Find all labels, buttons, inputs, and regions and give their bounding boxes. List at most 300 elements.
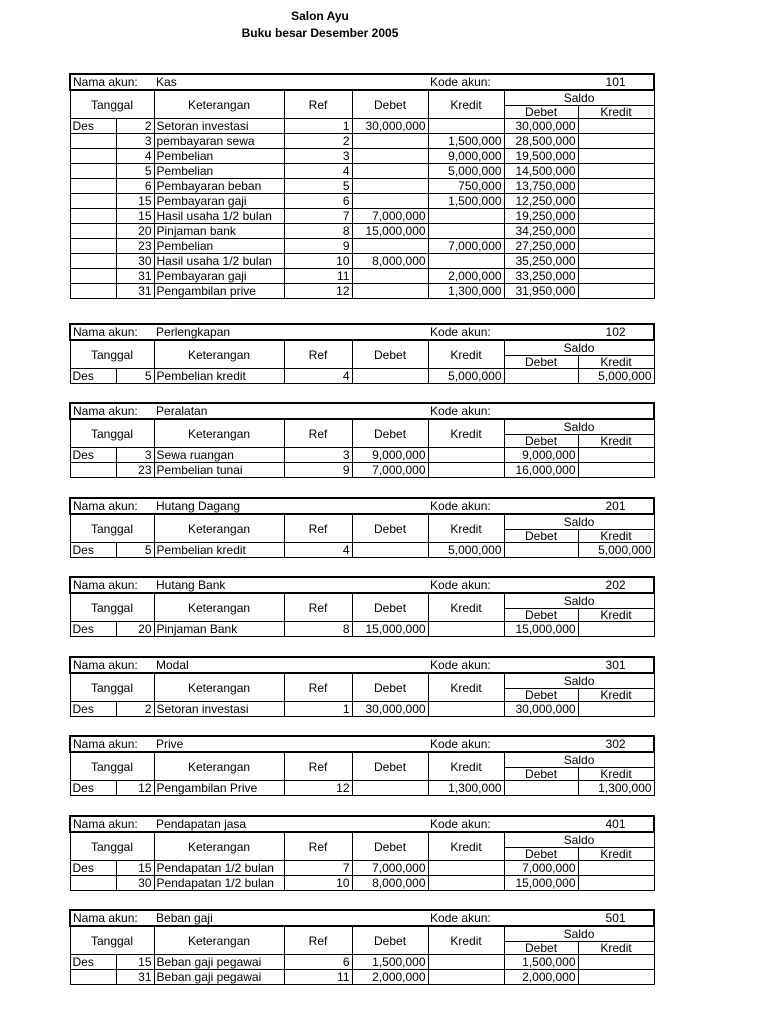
cell-debit	[352, 781, 428, 796]
account-code-label: Kode akun:	[428, 403, 578, 419]
table-row	[70, 149, 654, 164]
cell-debit	[352, 194, 428, 209]
col-header-debet: Debet	[352, 419, 428, 448]
cell-credit	[428, 955, 504, 970]
cell-debit: 30,000,000	[352, 119, 428, 134]
cell-month	[70, 284, 116, 299]
cell-balance-debit: 33,250,000	[504, 269, 578, 284]
table-row	[70, 463, 654, 478]
cell-balance-credit	[578, 194, 654, 209]
cell-balance-credit	[578, 955, 654, 970]
account-name: Modal	[154, 657, 428, 673]
cell-balance-credit	[578, 702, 654, 717]
cell-month	[70, 164, 116, 179]
cell-balance-debit: 28,500,000	[504, 134, 578, 149]
cell-balance-credit	[578, 179, 654, 194]
ledger-table	[69, 909, 655, 985]
account-code-label: Kode akun:	[428, 74, 578, 90]
cell-balance-debit: 7,000,000	[504, 861, 578, 876]
cell-description: Pembelian kredit	[154, 543, 284, 558]
cell-credit	[428, 224, 504, 239]
account-name-label: Nama akun:	[70, 74, 154, 90]
cell-date: 31	[116, 970, 154, 985]
cell-description: Pinjaman bank	[154, 224, 284, 239]
cell-debit	[352, 134, 428, 149]
cell-balance-credit	[578, 134, 654, 149]
table-row	[70, 970, 654, 985]
ledger-table	[69, 402, 655, 478]
table-row	[70, 284, 654, 299]
account-code: 301	[578, 657, 654, 673]
cell-debit	[352, 543, 428, 558]
col-header-ref: Ref	[284, 514, 352, 543]
cell-ref: 9	[284, 463, 352, 478]
cell-description: Setoran investasi	[154, 702, 284, 717]
table-row	[70, 876, 654, 891]
cell-debit	[352, 239, 428, 254]
cell-ref: 11	[284, 970, 352, 985]
cell-ref: 11	[284, 269, 352, 284]
col-header-tanggal: Tanggal	[70, 340, 154, 369]
col-header-ref: Ref	[284, 673, 352, 702]
col-header-ref: Ref	[284, 832, 352, 861]
cell-ref: 12	[284, 284, 352, 299]
table-row	[70, 861, 654, 876]
cell-balance-debit	[504, 781, 578, 796]
cell-balance-debit: 12,250,000	[504, 194, 578, 209]
ledger-table	[69, 323, 655, 384]
col-header-saldo: Saldo	[504, 832, 654, 848]
cell-credit	[428, 861, 504, 876]
cell-balance-debit: 35,250,000	[504, 254, 578, 269]
cell-month: Des	[70, 702, 116, 717]
cell-balance-debit: 30,000,000	[504, 119, 578, 134]
cell-balance-debit: 2,000,000	[504, 970, 578, 985]
cell-ref: 5	[284, 179, 352, 194]
ledger-table	[69, 73, 655, 299]
cell-credit: 5,000,000	[428, 369, 504, 384]
account-name: Kas	[154, 74, 428, 90]
account-name-label: Nama akun:	[70, 816, 154, 832]
cell-balance-credit	[578, 622, 654, 637]
cell-description: Pendapatan 1/2 bulan	[154, 861, 284, 876]
cell-debit: 8,000,000	[352, 876, 428, 891]
cell-description: Hasil usaha 1/2 bulan	[154, 209, 284, 224]
cell-ref: 10	[284, 254, 352, 269]
account-code-label: Kode akun:	[428, 577, 578, 593]
col-header-ref: Ref	[284, 340, 352, 369]
account-name-label: Nama akun:	[70, 498, 154, 514]
col-header-saldo: Saldo	[504, 90, 654, 106]
cell-balance-credit: 1,300,000	[578, 781, 654, 796]
cell-debit	[352, 269, 428, 284]
ledger-table	[69, 497, 655, 558]
col-header-saldo-kredit: Kredit	[578, 942, 654, 955]
col-header-kredit: Kredit	[428, 419, 504, 448]
col-header-kredit: Kredit	[428, 673, 504, 702]
col-header-tanggal: Tanggal	[70, 926, 154, 955]
cell-description: Pembelian	[154, 239, 284, 254]
cell-credit	[428, 622, 504, 637]
col-header-saldo-kredit: Kredit	[578, 609, 654, 622]
cell-balance-debit	[504, 369, 578, 384]
cell-balance-credit	[578, 861, 654, 876]
col-header-debet: Debet	[352, 673, 428, 702]
cell-balance-credit: 5,000,000	[578, 543, 654, 558]
cell-balance-credit: 5,000,000	[578, 369, 654, 384]
cell-date: 23	[116, 239, 154, 254]
cell-date: 30	[116, 876, 154, 891]
cell-date: 15	[116, 861, 154, 876]
cell-ref: 4	[284, 543, 352, 558]
col-header-saldo: Saldo	[504, 593, 654, 609]
cell-description: Pembayaran gaji	[154, 269, 284, 284]
account-name-label: Nama akun:	[70, 403, 154, 419]
cell-debit	[352, 369, 428, 384]
cell-balance-credit	[578, 224, 654, 239]
cell-balance-credit	[578, 239, 654, 254]
cell-month: Des	[70, 781, 116, 796]
cell-credit: 1,500,000	[428, 134, 504, 149]
cell-month: Des	[70, 543, 116, 558]
cell-ref: 8	[284, 622, 352, 637]
col-header-saldo-kredit: Kredit	[578, 848, 654, 861]
cell-debit: 7,000,000	[352, 861, 428, 876]
cell-balance-debit: 34,250,000	[504, 224, 578, 239]
cell-month	[70, 269, 116, 284]
account-code-label: Kode akun:	[428, 816, 578, 832]
cell-debit: 1,500,000	[352, 955, 428, 970]
cell-month	[70, 179, 116, 194]
cell-ref: 4	[284, 164, 352, 179]
cell-month	[70, 970, 116, 985]
cell-balance-credit	[578, 269, 654, 284]
cell-debit: 15,000,000	[352, 224, 428, 239]
cell-balance-debit: 9,000,000	[504, 448, 578, 463]
cell-credit	[428, 702, 504, 717]
col-header-saldo-kredit: Kredit	[578, 106, 654, 119]
account-code-label: Kode akun:	[428, 736, 578, 752]
cell-date: 5	[116, 369, 154, 384]
cell-credit: 1,300,000	[428, 781, 504, 796]
cell-description: Pendapatan 1/2 bulan	[154, 876, 284, 891]
account-name-label: Nama akun:	[70, 910, 154, 926]
cell-balance-credit	[578, 119, 654, 134]
col-header-kredit: Kredit	[428, 926, 504, 955]
cell-ref: 4	[284, 369, 352, 384]
col-header-kredit: Kredit	[428, 514, 504, 543]
cell-credit: 1,300,000	[428, 284, 504, 299]
col-header-keterangan: Keterangan	[154, 752, 284, 781]
cell-debit	[352, 149, 428, 164]
cell-balance-debit: 15,000,000	[504, 622, 578, 637]
table-row	[70, 254, 654, 269]
col-header-tanggal: Tanggal	[70, 832, 154, 861]
cell-month: Des	[70, 622, 116, 637]
cell-balance-credit	[578, 209, 654, 224]
col-header-ref: Ref	[284, 90, 352, 119]
cell-description: Pembelian	[154, 149, 284, 164]
col-header-keterangan: Keterangan	[154, 926, 284, 955]
cell-description: Pembelian tunai	[154, 463, 284, 478]
col-header-saldo-kredit: Kredit	[578, 356, 654, 369]
cell-credit	[428, 209, 504, 224]
cell-credit	[428, 254, 504, 269]
ledger-table	[69, 656, 655, 717]
cell-month	[70, 194, 116, 209]
cell-credit: 2,000,000	[428, 269, 504, 284]
col-header-kredit: Kredit	[428, 593, 504, 622]
table-row	[70, 369, 654, 384]
cell-ref: 7	[284, 209, 352, 224]
cell-balance-credit	[578, 254, 654, 269]
cell-description: Hasil usaha 1/2 bulan	[154, 254, 284, 269]
col-header-keterangan: Keterangan	[154, 832, 284, 861]
account-code: 202	[578, 577, 654, 593]
col-header-ref: Ref	[284, 593, 352, 622]
cell-month: Des	[70, 861, 116, 876]
cell-description: Pengambilan Prive	[154, 781, 284, 796]
cell-ref: 3	[284, 448, 352, 463]
cell-month	[70, 876, 116, 891]
cell-balance-credit	[578, 164, 654, 179]
col-header-saldo-debet: Debet	[504, 942, 578, 955]
cell-date: 20	[116, 224, 154, 239]
cell-debit: 2,000,000	[352, 970, 428, 985]
cell-balance-debit: 13,750,000	[504, 179, 578, 194]
col-header-saldo: Saldo	[504, 926, 654, 942]
cell-date: 15	[116, 194, 154, 209]
account-code: 501	[578, 910, 654, 926]
cell-debit: 15,000,000	[352, 622, 428, 637]
account-code-label: Kode akun:	[428, 657, 578, 673]
cell-balance-credit	[578, 149, 654, 164]
cell-date: 2	[116, 702, 154, 717]
cell-credit: 1,500,000	[428, 194, 504, 209]
table-row	[70, 955, 654, 970]
col-header-saldo-debet: Debet	[504, 689, 578, 702]
col-header-saldo-debet: Debet	[504, 530, 578, 543]
cell-date: 15	[116, 209, 154, 224]
cell-balance-credit	[578, 284, 654, 299]
cell-credit	[428, 119, 504, 134]
cell-description: Pembayaran gaji	[154, 194, 284, 209]
cell-debit: 7,000,000	[352, 463, 428, 478]
col-header-saldo-kredit: Kredit	[578, 530, 654, 543]
cell-month	[70, 209, 116, 224]
col-header-saldo: Saldo	[504, 673, 654, 689]
col-header-saldo-kredit: Kredit	[578, 689, 654, 702]
table-row	[70, 269, 654, 284]
account-code-label: Kode akun:	[428, 498, 578, 514]
table-row	[70, 781, 654, 796]
account-name: Beban gaji	[154, 910, 428, 926]
table-row	[70, 702, 654, 717]
col-header-saldo: Saldo	[504, 752, 654, 768]
cell-month	[70, 463, 116, 478]
table-row	[70, 179, 654, 194]
col-header-saldo: Saldo	[504, 340, 654, 356]
cell-balance-debit: 1,500,000	[504, 955, 578, 970]
account-name: Hutang Bank	[154, 577, 428, 593]
col-header-ref: Ref	[284, 926, 352, 955]
cell-credit: 9,000,000	[428, 149, 504, 164]
col-header-debet: Debet	[352, 926, 428, 955]
col-header-keterangan: Keterangan	[154, 340, 284, 369]
col-header-saldo-debet: Debet	[504, 356, 578, 369]
ledger-table	[69, 735, 655, 796]
cell-ref: 12	[284, 781, 352, 796]
cell-credit: 5,000,000	[428, 164, 504, 179]
account-code: 302	[578, 736, 654, 752]
cell-date: 2	[116, 119, 154, 134]
col-header-tanggal: Tanggal	[70, 514, 154, 543]
col-header-debet: Debet	[352, 514, 428, 543]
col-header-saldo-debet: Debet	[504, 609, 578, 622]
account-name: Pendapatan jasa	[154, 816, 428, 832]
cell-description: Sewa ruangan	[154, 448, 284, 463]
cell-debit: 9,000,000	[352, 448, 428, 463]
page-title: Salon Ayu	[291, 9, 349, 23]
account-name-label: Nama akun:	[70, 577, 154, 593]
cell-month: Des	[70, 955, 116, 970]
cell-date: 23	[116, 463, 154, 478]
cell-date: 6	[116, 179, 154, 194]
cell-date: 12	[116, 781, 154, 796]
cell-debit: 8,000,000	[352, 254, 428, 269]
col-header-keterangan: Keterangan	[154, 419, 284, 448]
table-row	[70, 622, 654, 637]
col-header-saldo-kredit: Kredit	[578, 768, 654, 781]
cell-date: 20	[116, 622, 154, 637]
cell-ref: 9	[284, 239, 352, 254]
cell-balance-debit: 16,000,000	[504, 463, 578, 478]
cell-description: Pinjaman Bank	[154, 622, 284, 637]
cell-balance-debit: 15,000,000	[504, 876, 578, 891]
cell-credit: 750,000	[428, 179, 504, 194]
cell-date: 31	[116, 269, 154, 284]
col-header-saldo-kredit: Kredit	[578, 435, 654, 448]
cell-debit	[352, 284, 428, 299]
cell-month: Des	[70, 119, 116, 134]
cell-debit: 30,000,000	[352, 702, 428, 717]
cell-debit: 7,000,000	[352, 209, 428, 224]
cell-ref: 6	[284, 955, 352, 970]
col-header-keterangan: Keterangan	[154, 673, 284, 702]
cell-description: Setoran investasi	[154, 119, 284, 134]
cell-date: 31	[116, 284, 154, 299]
cell-balance-credit	[578, 970, 654, 985]
cell-balance-debit: 14,500,000	[504, 164, 578, 179]
account-name: Prive	[154, 736, 428, 752]
cell-month: Des	[70, 448, 116, 463]
col-header-debet: Debet	[352, 752, 428, 781]
cell-description: Pembayaran beban	[154, 179, 284, 194]
cell-description: Beban gaji pegawai	[154, 955, 284, 970]
col-header-saldo: Saldo	[504, 514, 654, 530]
cell-date: 5	[116, 164, 154, 179]
col-header-kredit: Kredit	[428, 90, 504, 119]
ledger-table	[69, 815, 655, 891]
cell-ref: 1	[284, 119, 352, 134]
account-code: 102	[578, 324, 654, 340]
account-code-label: Kode akun:	[428, 910, 578, 926]
table-row	[70, 194, 654, 209]
cell-date: 30	[116, 254, 154, 269]
account-name: Hutang Dagang	[154, 498, 428, 514]
cell-balance-debit: 19,500,000	[504, 149, 578, 164]
cell-date: 15	[116, 955, 154, 970]
cell-balance-credit	[578, 448, 654, 463]
cell-month	[70, 134, 116, 149]
page-subtitle: Buku besar Desember 2005	[241, 26, 399, 40]
col-header-saldo-debet: Debet	[504, 106, 578, 119]
col-header-keterangan: Keterangan	[154, 514, 284, 543]
cell-month	[70, 149, 116, 164]
col-header-tanggal: Tanggal	[70, 752, 154, 781]
cell-date: 3	[116, 134, 154, 149]
col-header-saldo-debet: Debet	[504, 435, 578, 448]
cell-balance-debit: 31,950,000	[504, 284, 578, 299]
account-code: 101	[578, 74, 654, 90]
cell-ref: 8	[284, 224, 352, 239]
cell-ref: 7	[284, 861, 352, 876]
table-row	[70, 209, 654, 224]
cell-balance-debit	[504, 543, 578, 558]
table-row	[70, 134, 654, 149]
col-header-debet: Debet	[352, 593, 428, 622]
cell-balance-debit: 27,250,000	[504, 239, 578, 254]
cell-ref: 10	[284, 876, 352, 891]
col-header-keterangan: Keterangan	[154, 90, 284, 119]
cell-debit	[352, 164, 428, 179]
col-header-debet: Debet	[352, 832, 428, 861]
cell-credit	[428, 876, 504, 891]
cell-date: 3	[116, 448, 154, 463]
col-header-kredit: Kredit	[428, 752, 504, 781]
col-header-tanggal: Tanggal	[70, 419, 154, 448]
cell-balance-debit: 30,000,000	[504, 702, 578, 717]
account-code: 201	[578, 498, 654, 514]
col-header-kredit: Kredit	[428, 340, 504, 369]
cell-ref: 6	[284, 194, 352, 209]
col-header-debet: Debet	[352, 90, 428, 119]
cell-month: Des	[70, 369, 116, 384]
cell-debit	[352, 179, 428, 194]
cell-month	[70, 224, 116, 239]
cell-month	[70, 254, 116, 269]
cell-date: 5	[116, 543, 154, 558]
cell-date: 4	[116, 149, 154, 164]
cell-description: Pembelian	[154, 164, 284, 179]
cell-credit: 5,000,000	[428, 543, 504, 558]
table-row	[70, 543, 654, 558]
table-row	[70, 224, 654, 239]
col-header-tanggal: Tanggal	[70, 90, 154, 119]
cell-description: Pembelian kredit	[154, 369, 284, 384]
account-name-label: Nama akun:	[70, 657, 154, 673]
cell-description: pembayaran sewa	[154, 134, 284, 149]
cell-ref: 1	[284, 702, 352, 717]
table-row	[70, 448, 654, 463]
account-code: 401	[578, 816, 654, 832]
cell-description: Pengambilan prive	[154, 284, 284, 299]
cell-credit: 7,000,000	[428, 239, 504, 254]
col-header-saldo: Saldo	[504, 419, 654, 435]
account-code-label: Kode akun:	[428, 324, 578, 340]
cell-credit	[428, 970, 504, 985]
cell-credit	[428, 448, 504, 463]
